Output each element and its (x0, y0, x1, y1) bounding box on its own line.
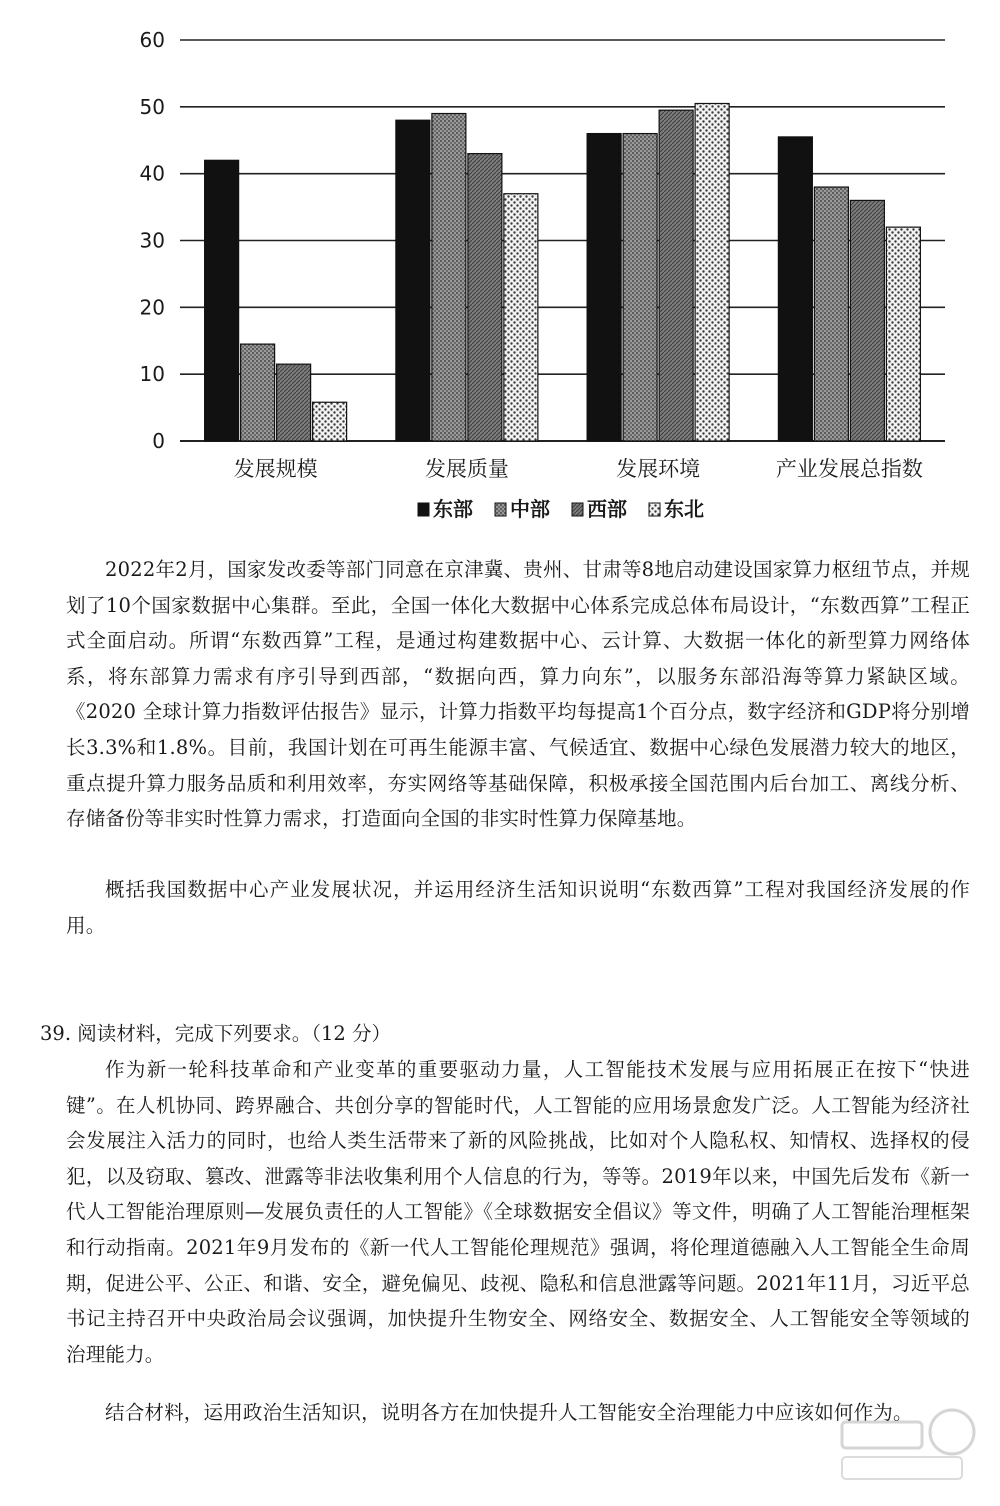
legend-label: 东北 (664, 497, 704, 521)
bar-central (241, 344, 275, 441)
legend-swatch (572, 503, 583, 516)
y-tick-label: 20 (139, 295, 165, 320)
bar-central (432, 114, 466, 441)
question-39-prompt: 结合材料，运用政治生活知识，说明各方在加快提升人工智能安全治理能力中应该如何作为。 (105, 1401, 913, 1424)
bar-west (659, 110, 693, 441)
bar-west (277, 364, 311, 441)
bar-east (205, 160, 239, 441)
watermark-logo (822, 1402, 982, 1492)
chart-svg (0, 0, 1000, 540)
x-axis-labels (234, 457, 923, 481)
question-39-heading: 39. 阅读材料，完成下列要求。（12 分） (40, 1022, 391, 1045)
legend-swatch (418, 503, 429, 516)
y-tick-label: 10 (139, 362, 165, 387)
y-tick-label: 50 (139, 94, 165, 119)
bar-west (468, 154, 502, 441)
material-passage-2: 作为新一轮科技革命和产业变革的重要驱动力量，人工智能技术发展与应用拓展正在按下“快进键”。在人机协同、跨界融合、共创分享的智能时代，人工智能的应用场景愈发广泛。人工智能为经济社会发展注入活力的同时，也给人类生活带来了新的风险挑战，比如对个人隐私权、知情权、选择权的侵犯，以及窃取、篡改、泄露等非法收集利用个人信息的行为，等等。2019年以来，中国先后发布《新一代人工智能治理原则—发展负责任的人工智能》《全球数据安全倡议》等文件，明确了人工智能治理框架和行动指南。2021年9月发布的《新一代人工智能伦理规范》强调，将伦理道德融入人工智能全生命周期，促进公平、公正、和谐、安全，避免偏见、歧视、隐私和信息泄露等问题。2021年11月，习近平总书记主持召开中央政治局会议强调，加快提升生物安全、网络安全、数据安全、人工智能安全等领域的治理能力。 (66, 1058, 970, 1366)
legend-label: 西部 (587, 497, 627, 521)
bar-northeast (504, 194, 538, 441)
x-category-label: 发展环境 (616, 457, 701, 481)
bar-chart (0, 0, 1000, 540)
y-axis-ticks (140, 28, 165, 453)
legend-swatch (495, 503, 506, 516)
y-tick-label: 60 (139, 28, 165, 52)
bar-west (850, 200, 884, 441)
question-38-prompt: 概括我国数据中心产业发展状况，并运用经济生活知识说明“东数西算”工程对我国经济发展的作用。 (66, 878, 970, 937)
bar-central (623, 134, 657, 441)
bar-northeast (886, 227, 920, 441)
legend-swatch (649, 503, 660, 516)
bar-northeast (313, 402, 347, 441)
bar-east (778, 137, 812, 441)
x-category-label: 发展规模 (233, 457, 318, 481)
bar-central (814, 187, 848, 441)
y-tick-label: 30 (139, 228, 165, 253)
legend-label: 东部 (433, 497, 473, 521)
y-tick-label: 0 (152, 429, 165, 453)
y-tick-label: 40 (139, 161, 165, 186)
material-passage-1: 2022年2月，国家发改委等部门同意在京津冀、贵州、甘肃等8地启动建设国家算力枢纽节点，并规划了10个国家数据中心集群。至此，全国一体化大数据中心体系完成总体布局设计，“东数西算”工程正式全面启动。所谓“东数西算”工程，是通过构建数据中心、云计算、大数据一体化的新型算力网络体系，将东部算力需求有序引导到西部，“数据向西，算力向东”，以服务东部沿海等算力紧缺区域。《2020 全球计算力指数评估报告》显示，计算力指数平均每提高1个百分点，数字经济和GDP将分别增长3.3%和1.8%。目前，我国计划在可再生能源丰富、气候适宜、数据中心绿色发展潜力较大的地区，重点提升算力服务品质和利用效率，夯实网络等基础保障，积极承接全国范围内后台加工、离线分析、存储备份等非实时性算力需求，打造面向全国的非实时性算力保障基地。 (66, 558, 970, 831)
bar-northeast (695, 103, 729, 441)
legend-label: 中部 (510, 497, 550, 521)
bar-east (396, 120, 430, 441)
legend (418, 497, 704, 521)
bar-east (587, 134, 621, 441)
x-category-label: 产业发展总指数 (775, 457, 923, 481)
bars (205, 103, 921, 441)
x-category-label: 发展质量 (424, 457, 509, 481)
